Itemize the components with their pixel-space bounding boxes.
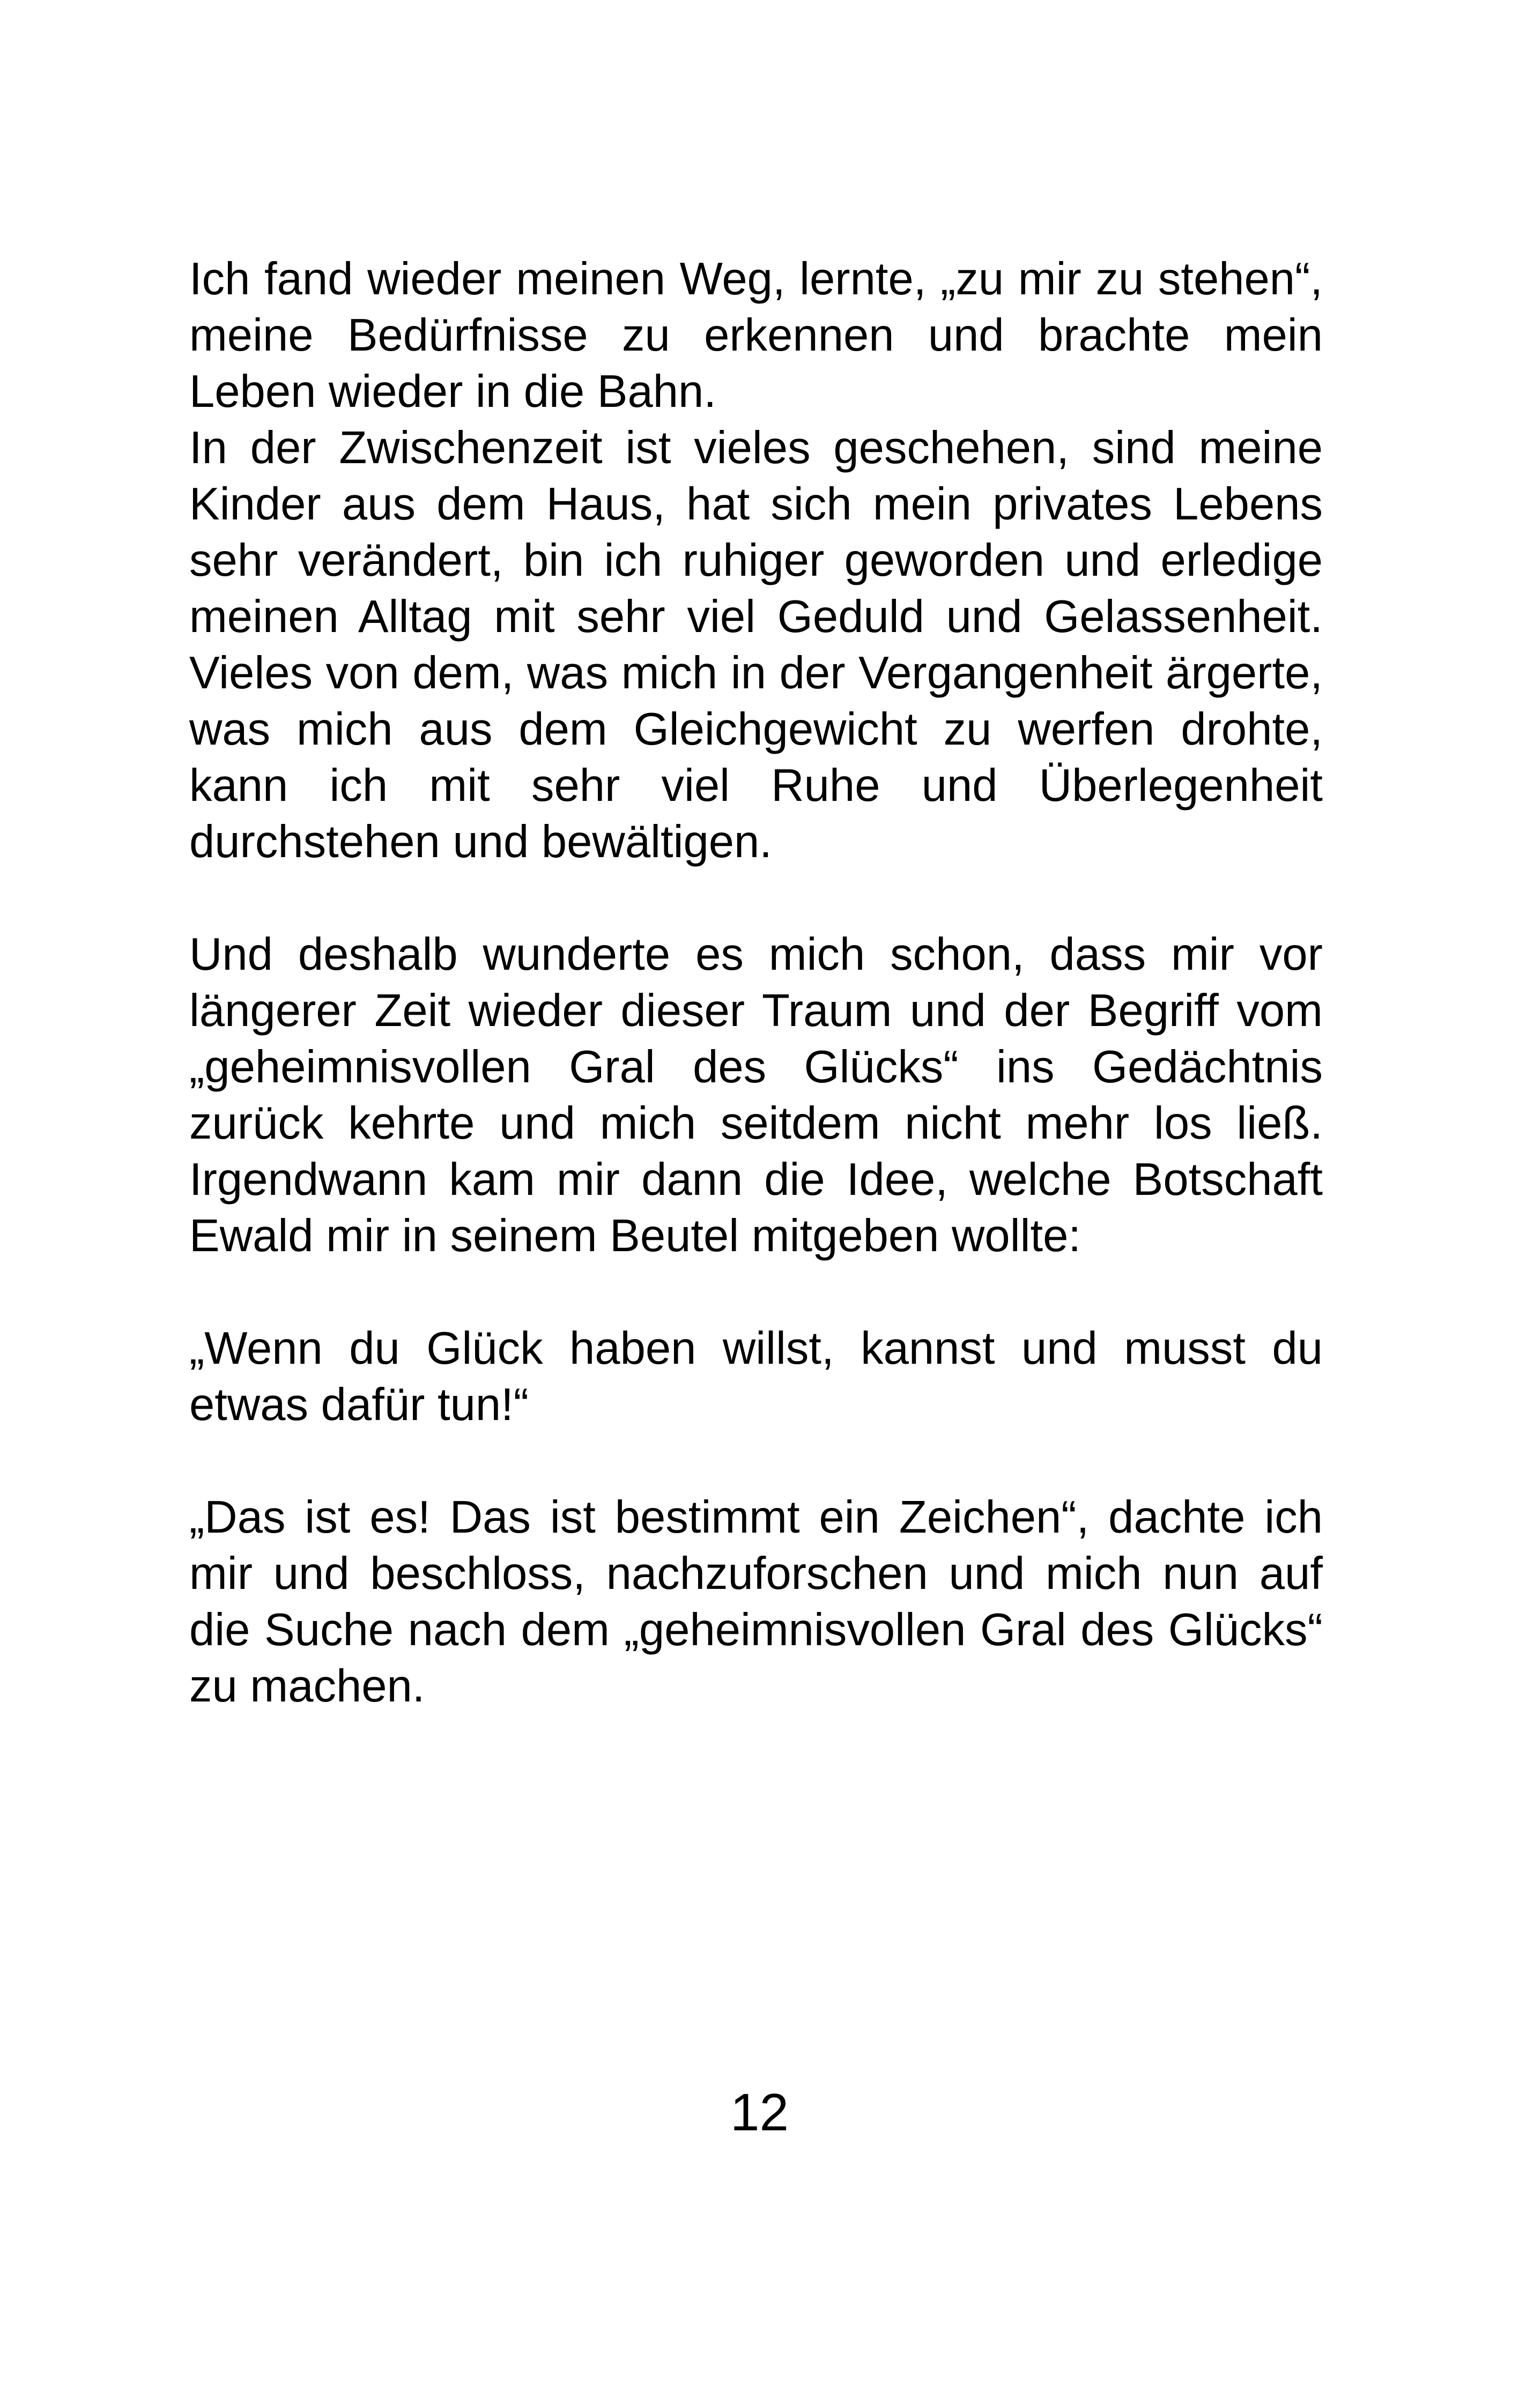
paragraph-3: Und deshalb wunderte es mich schon, dass mir vor längerer Zeit wieder dieser Traum und der Begriff vom „geheimnisvollen Gral des Glücks“ ins Gedächtnis zurück kehrte und mich seitdem nicht mehr los ließ. Irgendwann kam mir dann die Idee, welche Botschaft Ewald mir in seinem Beutel mitgeben wollte: xyxy=(189,929,1323,1261)
body-text xyxy=(189,251,1323,1714)
paragraph-1: Ich fand wieder meinen Weg, lernte, „zu mir zu stehen“, meine Bedürfnisse zu erkennen und brachte mein Leben wieder in die Bahn. xyxy=(189,254,1323,417)
paragraph-5: „Das ist es! Das ist bestimmt ein Zeichen“, dachte ich mir und beschloss, nachzuforschen und mich nun auf die Suche nach dem „geheimnisvollen Gral des Glücks“ zu machen. xyxy=(189,1492,1323,1712)
paragraph-4: „Wenn du Glück haben willst, kannst und musst du etwas dafür tun!“ xyxy=(189,1323,1323,1430)
paragraph-2: In der Zwischenzeit ist vieles geschehen, sind meine Kinder aus dem Haus, hat sich mein privates Lebens sehr verändert, bin ich ruhiger geworden und erledige meinen Alltag mit sehr viel Geduld und Gelassenheit. Vieles von dem, was mich in der Vergangenheit ärgerte, was mich aus dem Gleichgewicht zu werfen drohte, kann ich mit sehr viel Ruhe und Überlegenheit durchstehen und bewältigen. xyxy=(189,422,1323,867)
page-number: 12 xyxy=(730,2083,789,2142)
